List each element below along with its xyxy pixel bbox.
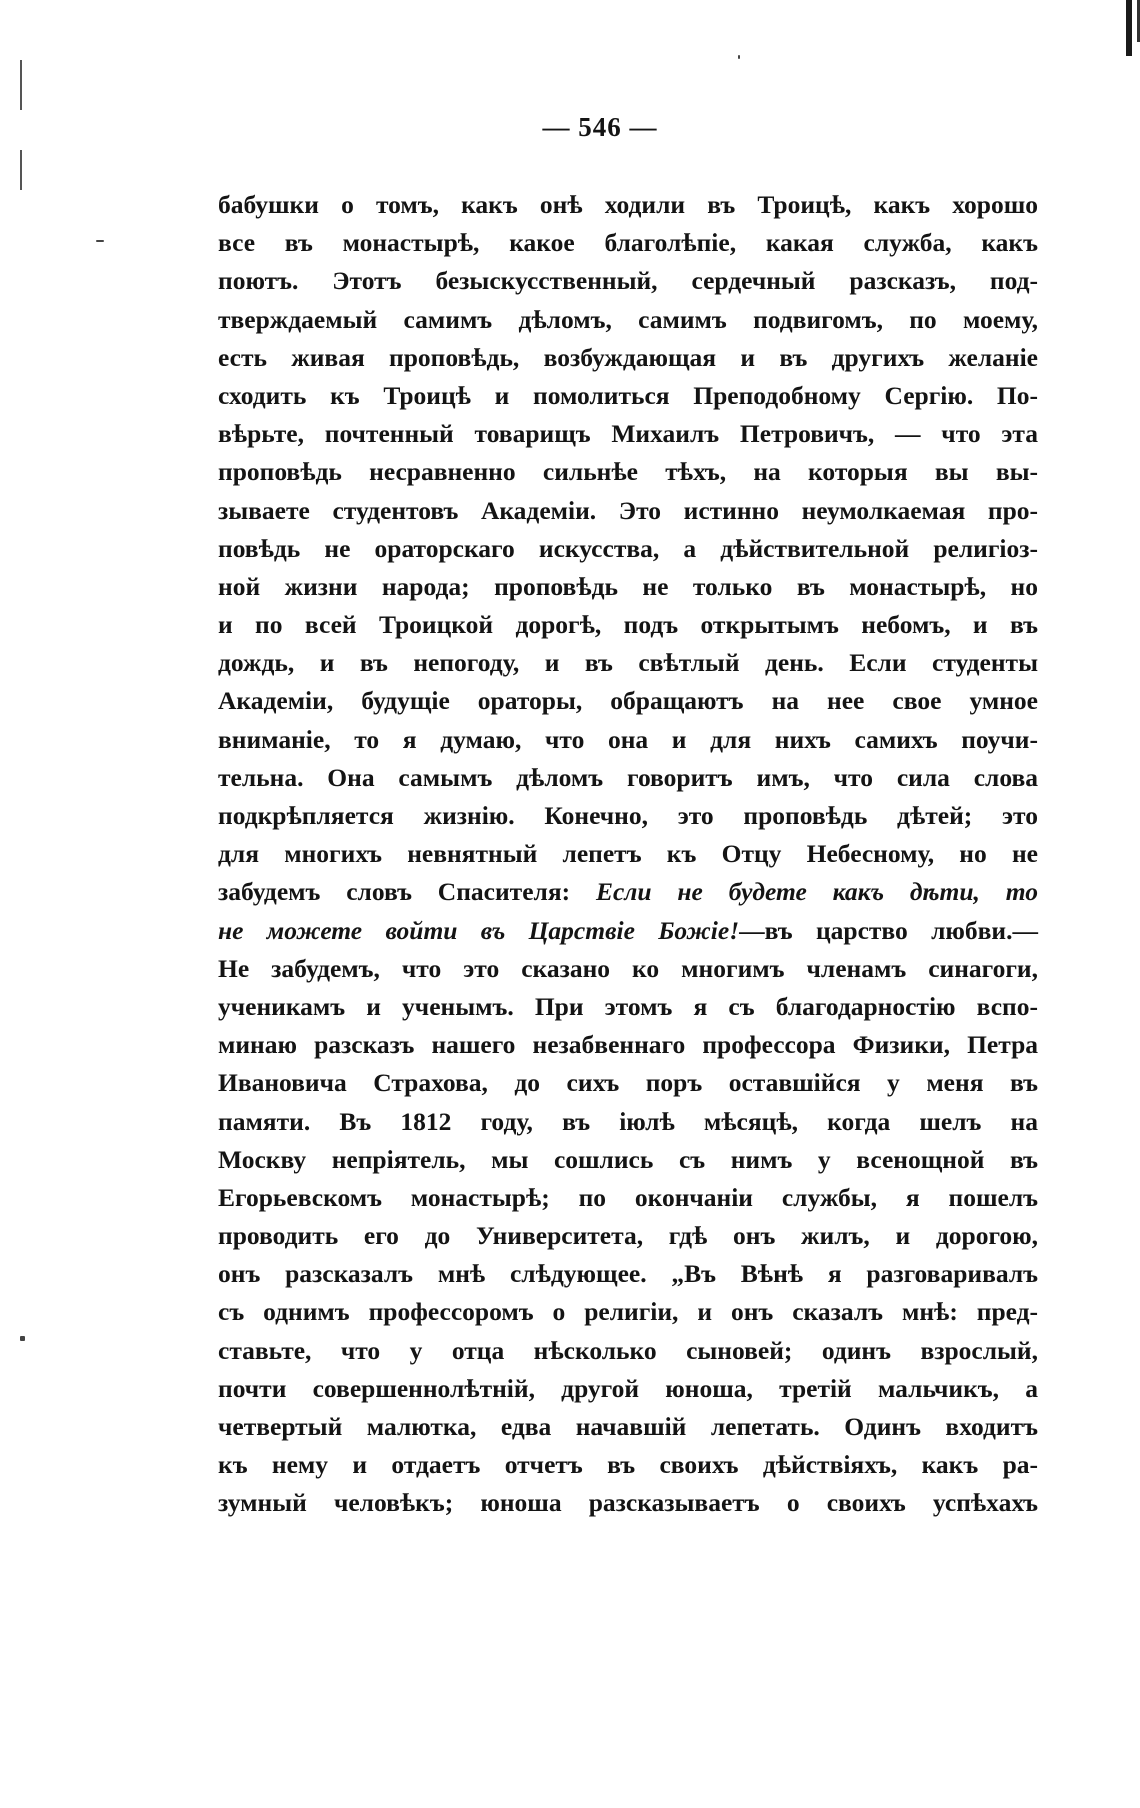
text-segment: вниманіе, то я думаю, что она и для нихъ самихъ поучи- [218,724,1038,754]
text-segment: ставьте, что у отца нѣсколько сыновей; одинъ взрослый, [218,1335,1038,1365]
text-line [218,1141,1038,1179]
text-line [218,262,1038,300]
text-line [218,1179,1038,1217]
scan-edge-mark [20,150,22,190]
text-segment: вѣрьте, почтенный товарищъ Михаилъ Петровичъ, — что эта [218,419,1038,449]
text-line [218,1293,1038,1331]
scan-speck [738,55,740,59]
text-segment: Академіи, будущіе ораторы, обращаютъ на нее свое умное [218,686,1038,716]
text-segment: для многихъ невнятный лепетъ къ Отцу Небесному, но не [218,839,1038,869]
text-line [218,1103,1038,1141]
text-segment: тельна. Она самымъ дѣломъ говоритъ имъ, что сила слова [218,762,1038,792]
text-segment: сходить къ Троицѣ и помолиться Преподобному Сергію. По- [218,380,1038,410]
text-segment: дождь, и въ непогоду, и въ свѣтлый день. Если студенты [218,648,1038,678]
text-line [218,1446,1038,1484]
text-segment: забудемъ словъ Спасителя: [218,877,596,907]
text-line [218,873,1038,911]
body-text [218,186,1038,1523]
text-segment: проповѣдь несравненно сильнѣе тѣхъ, на которыя вы вы- [218,457,1038,487]
text-segment: зываете студентовъ Академіи. Это истинно неумолкаемая про- [218,495,1038,525]
text-segment: бабушки о томъ, какъ онѣ ходили въ Троицѣ, какъ хорошо [218,190,1038,219]
text-segment: Не забудемъ, что это сказано ко многимъ членамъ синагоги, [218,953,1038,983]
text-segment: —въ царство любви.— [739,915,1038,945]
scan-speck [96,240,104,242]
text-line [218,759,1038,797]
text-line [218,453,1038,491]
text-line [218,1255,1038,1293]
text-segment: минаю разсказъ нашего незабвеннаго профессора Физики, Петра [218,1030,1038,1060]
text-segment: съ однимъ профессоромъ о религіи, и онъ сказалъ мнѣ: пред- [218,1297,1038,1327]
page-number: — 546 — [542,112,658,142]
text-segment: четвертый малютка, едва начавшій лепетать. Одинъ входитъ [218,1412,1038,1441]
text-line [218,492,1038,530]
text-segment: все въ монастырѣ, какое благолѣпіе, какая служба, какъ [218,228,1038,258]
text-segment: ученикамъ и ученымъ. При этомъ я съ благодарностію вспо- [218,991,1038,1021]
text-line [218,835,1038,873]
text-line [218,1408,1038,1446]
text-line [218,415,1038,453]
text-segment: Ивановича Страхова, до сихъ поръ оставшійся у меня въ [218,1068,1038,1098]
text-segment: Егорьевскомъ монастырѣ; по окончаніи службы, я пошелъ [218,1182,1038,1212]
text-line [218,797,1038,835]
text-line [218,950,1038,988]
text-line [218,224,1038,262]
text-line [218,721,1038,759]
text-line [218,1332,1038,1370]
text-segment: онъ разсказалъ мнѣ слѣдующее. „Въ Вѣнѣ я разговаривалъ [218,1259,1038,1289]
text-segment: тверждаемый самимъ дѣломъ, самимъ подвигомъ, по моему, [218,304,1038,334]
text-segment: Москву непріятель, мы сошлись съ нимъ у всенощной въ [218,1144,1038,1174]
text-line [218,568,1038,606]
text-segment: и по всей Троицкой дорогѣ, подъ открытымъ небомъ, и въ [218,610,1038,640]
text-segment: не можете войти въ Царствіе Божіе! [218,915,740,945]
text-line [218,1484,1038,1522]
text-line [218,1217,1038,1255]
text-segment: повѣдь не ораторскаго искусства, а дѣйствительной религіоз- [218,533,1038,563]
text-line [218,682,1038,720]
text-segment: есть живая проповѣдь, возбуждающая и въ другихъ желаніе [218,342,1038,372]
text-segment: къ нему и отдаетъ отчетъ въ своихъ дѣйствіяхъ, какъ ра- [218,1450,1038,1480]
text-segment: зумный человѣкъ; юноша разсказываетъ о своихъ успѣхахъ [218,1488,1038,1518]
text-line [218,301,1038,339]
text-segment: ной жизни народа; проповѣдь не только въ монастырѣ, но [218,571,1038,601]
text-segment: проводить его до Университета, гдѣ онъ жилъ, и дорогою, [218,1221,1038,1251]
text-segment: подкрѣпляется жизнію. Конечно, это проповѣдь дѣтей; это [218,801,1038,830]
text-segment: Если не будете какъ дѣти, то [595,877,1039,907]
text-line [218,644,1038,682]
text-line [218,1026,1038,1064]
text-line [218,912,1038,950]
text-line [218,530,1038,568]
text-line [218,1370,1038,1408]
scan-edge-shadow [1126,0,1132,56]
scan-speck [20,1336,25,1341]
text-line [218,606,1038,644]
text-line [218,988,1038,1026]
text-segment: поютъ. Этотъ безыскусственный, сердечный разсказъ, под- [218,266,1038,296]
text-segment: почти совершеннолѣтній, другой юноша, третій мальчикъ, а [218,1373,1038,1403]
text-line [218,1064,1038,1102]
text-line [218,377,1038,415]
text-segment: памяти. Въ 1812 году, въ іюлѣ мѣсяцѣ, когда шелъ на [218,1106,1038,1136]
scan-edge-mark [20,60,22,110]
text-line [218,339,1038,377]
text-line [218,186,1038,224]
